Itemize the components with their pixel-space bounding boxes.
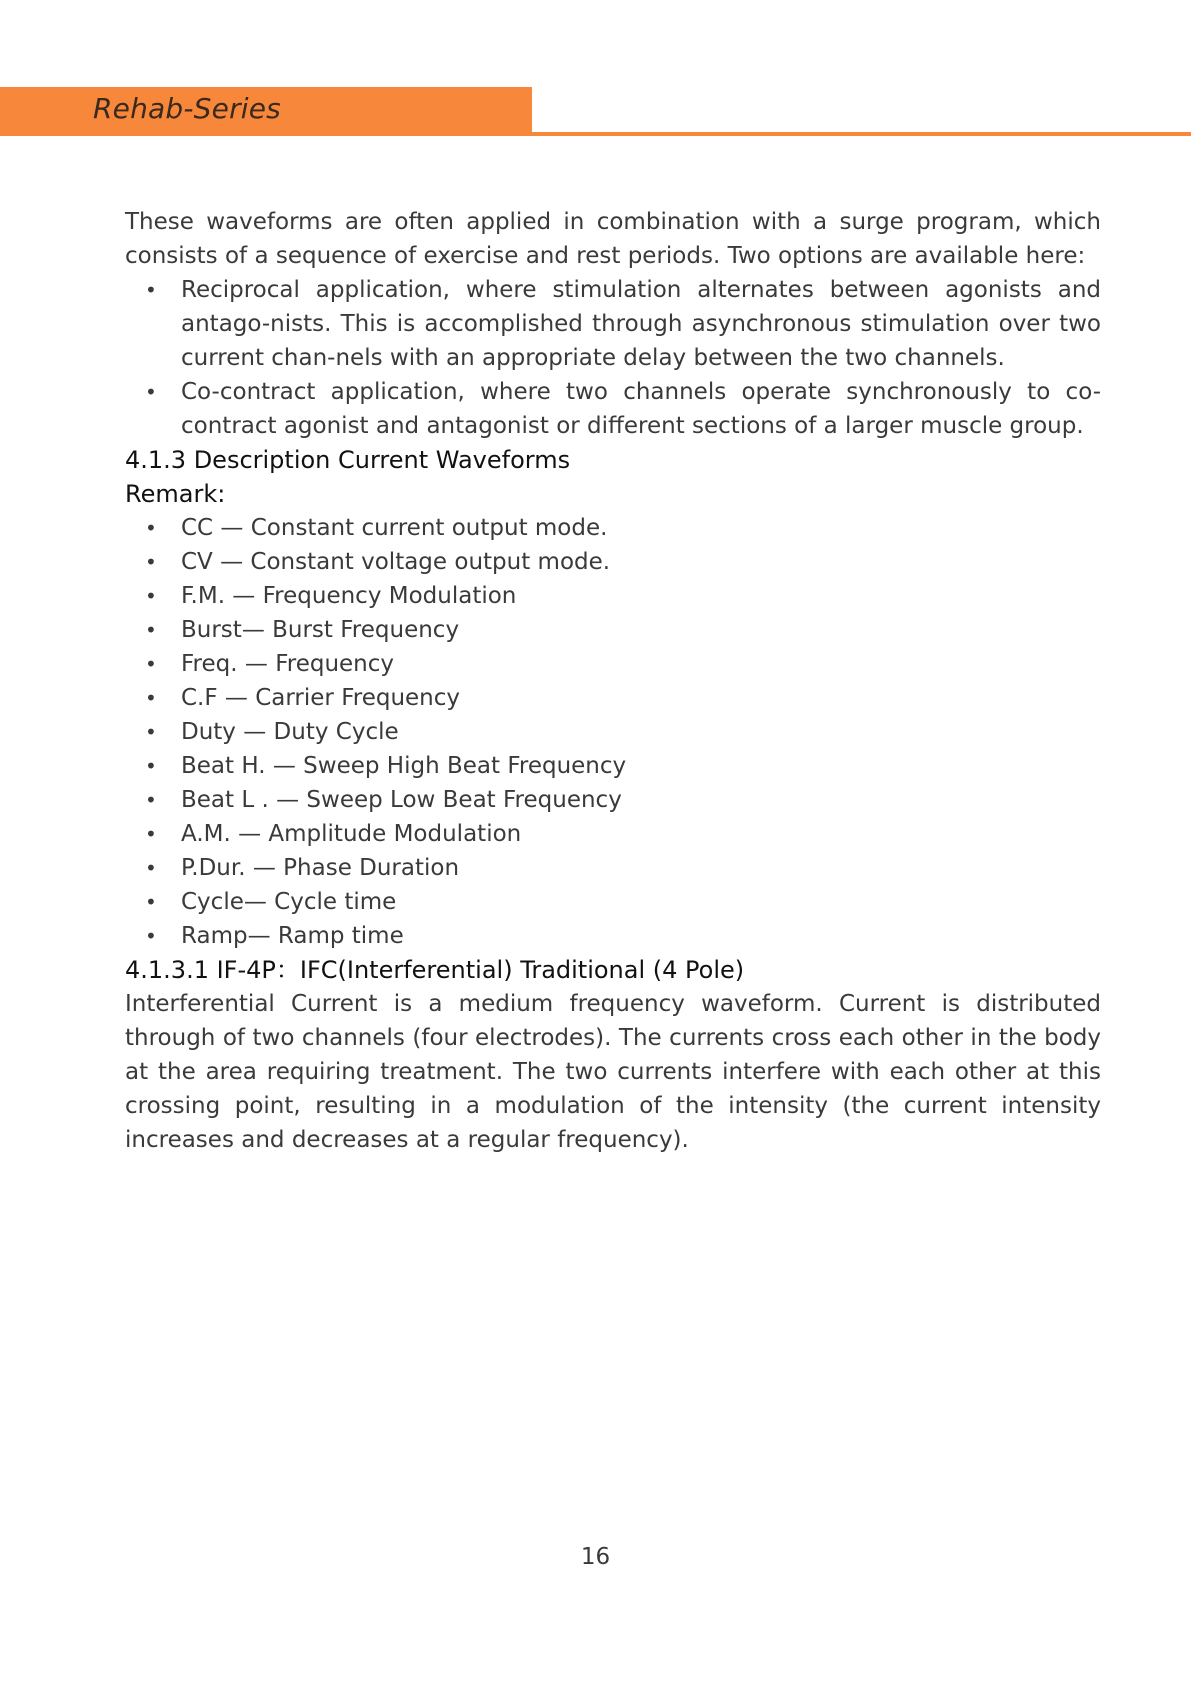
list-item-text: C.F — Carrier Frequency [181,685,461,711]
bullet-icon: • [145,856,157,880]
list-item-text: F.M. — Frequency Modulation [181,583,517,609]
interferential-paragraph: Interferential Current is a medium frequency waveform. Current is distributed through of two channels (four electrodes). The currents cross each other in the body at the area requiring treatment. The two currents interfere with each other at this crossing point, resulting in a modulation of the intensity (the current intensity increases and decreases at a regular frequency). [125,991,1101,1153]
list-item-text: Co-contract application, where two channels operate synchronously to co-contract agonist and antagonist or different sections of a larger muscle group. [181,379,1101,439]
list-item [125,749,1101,783]
header-accent-line [532,132,1191,136]
list-item [125,545,1101,579]
list-item-text: Reciprocal application, where stimulation alternates between agonists and antago-nists. This is accomplished through asynchronous stimulation over two current chan-nels with an appropriate delay between the two channels. [181,277,1101,371]
bullet-icon: • [145,754,157,778]
list-item [125,783,1101,817]
bullet-icon: • [145,652,157,676]
bullet-icon: • [145,278,157,302]
list-item-text: Freq. — Frequency [181,651,395,677]
list-item-text: CV — Constant voltage output mode. [181,549,611,575]
bullet-icon: • [145,380,157,404]
section-heading-4-1-3-1: 4.1.3.1 IF-4P：IFC(Interferential) Traditional (4 Pole) [125,956,745,984]
bullet-icon: • [145,618,157,642]
bullet-icon: • [145,550,157,574]
list-item-text: Beat H. — Sweep High Beat Frequency [181,753,627,779]
bullet-icon: • [145,788,157,812]
bullet-icon: • [145,822,157,846]
list-item-text: A.M. — Amplitude Modulation [181,821,522,847]
bullet-icon: • [145,890,157,914]
intro-paragraph: These waveforms are often applied in combination with a surge program, which consists of a sequence of exercise and rest periods. Two options are available here: [125,209,1101,269]
list-item [125,681,1101,715]
list-item-text: CC — Constant current output mode. [181,515,608,541]
list-item-text: P.Dur. — Phase Duration [181,855,460,881]
page-content [125,205,1101,1157]
list-item-text: Ramp— Ramp time [181,923,404,949]
abbreviation-list [125,511,1101,953]
section-heading-4-1-3: 4.1.3 Description Current Waveforms [125,446,571,474]
list-item-text: Duty — Duty Cycle [181,719,399,745]
page-number: 16 [580,1544,611,1570]
list-item [125,613,1101,647]
bullet-icon: • [145,584,157,608]
list-item [125,851,1101,885]
bullet-icon: • [145,720,157,744]
remark-label: Remark: [125,480,226,508]
application-options-list [125,273,1101,443]
list-item [125,715,1101,749]
list-item [125,511,1101,545]
list-item [125,375,1101,443]
list-item [125,273,1101,375]
list-item-text: Cycle— Cycle time [181,889,397,915]
bullet-icon: • [145,516,157,540]
list-item-text: Burst— Burst Frequency [181,617,460,643]
list-item-text: Beat L . — Sweep Low Beat Frequency [181,787,622,813]
list-item [125,885,1101,919]
list-item [125,647,1101,681]
list-item [125,817,1101,851]
list-item [125,919,1101,953]
list-item [125,579,1101,613]
bullet-icon: • [145,924,157,948]
series-title: Rehab-Series [93,92,281,125]
bullet-icon: • [145,686,157,710]
